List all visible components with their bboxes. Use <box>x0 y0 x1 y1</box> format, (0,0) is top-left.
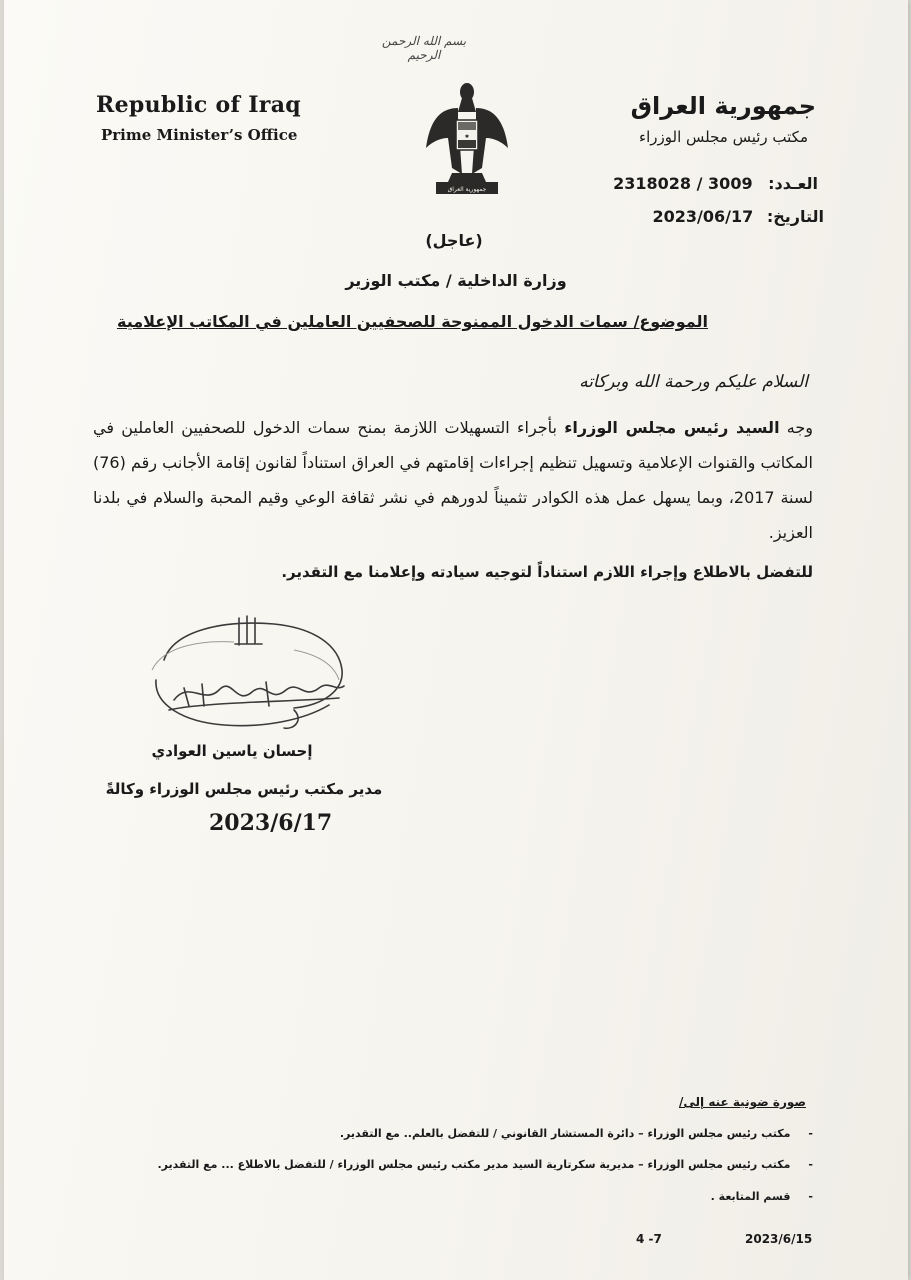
copies-heading: صورة ضونية عنه إلى/ <box>679 1095 806 1109</box>
letterhead-ar-subtitle: مكتب رئيس مجلس الوزراء <box>639 128 808 146</box>
footer-code: 4 -7 <box>636 1232 662 1246</box>
greeting: السلام عليكم ورحمة الله وبركاته <box>579 372 808 392</box>
date-label: التاريخ: <box>766 207 824 226</box>
iraq-eagle-emblem <box>422 78 512 198</box>
footer-date: 2023/6/15 <box>745 1232 813 1246</box>
handwritten-signature-stamp <box>144 610 354 750</box>
letter-page <box>4 0 908 1280</box>
copy-item: -مكتب رئيس مجلس الوزراء – دائرة المستشار القانوني / للتفضل بالعلم.. مع التقدير. <box>339 1127 813 1140</box>
letterhead-en-subtitle: Prime Minister’s Office <box>101 126 298 144</box>
closing-line: للتفضل بالاطلاع وإجراء اللازم استناداً لتوجيه سيادته وإعلامنا مع التقدير. <box>281 563 813 581</box>
basmala: بسم الله الرحمن الرحيم <box>381 34 467 62</box>
copy-item: -قسم المتابعة . <box>710 1190 813 1203</box>
signatory-name: إحسان ياسين العوادي <box>151 742 313 760</box>
signature-date: 2023/6/17 <box>209 810 333 836</box>
urgency-marker: (عاجل) <box>425 231 483 250</box>
copy-item: -مكتب رئيس مجلس الوزراء – مديرية سكرتارية السيد مدير مكتب رئيس مجلس الوزراء / للتفضل بالاطلاع ... مع التقدير. <box>157 1158 813 1171</box>
date-value: 2023/06/17 <box>652 207 754 226</box>
emblem-caption: جمهورية العراق <box>447 186 487 193</box>
subject-line: الموضوع/ سمات الدخول الممنوحة للصحفيين العاملين في المكاتب الإعلامية <box>116 312 708 331</box>
recipient: وزارة الداخلية / مكتب الوزير <box>345 271 567 290</box>
letter-date <box>652 207 824 226</box>
ref-value: 3009 / 2318028 <box>613 174 753 193</box>
reference-number <box>613 174 818 193</box>
ref-label: العـدد: <box>768 174 818 193</box>
letter-body: وجه السيد رئيس مجلس الوزراء بأجراء التسهيلات اللازمة بمنح سمات الدخول للصحفيين العاملين في المكاتب والقنوات الإعلامية وتسهيل تنظيم إجراءات إقامتهم في العراق استناداً لقانون إقامة الأجانب رقم (76) لسنة 2017، وبما يسهل عمل هذه الكوادر تثميناً لدورهم في نشر ثقافة الوعي وقيم المحبة والسلام في بلدنا العزيز. <box>93 418 814 542</box>
letterhead-en-title: Republic of Iraq <box>96 92 301 118</box>
svg-text:✱: ✱ <box>464 134 470 140</box>
body-highlight: السيد رئيس مجلس الوزراء <box>564 418 780 437</box>
letterhead-ar-title: جمهورية العراق <box>630 92 816 120</box>
signatory-title: مدير مكتب رئيس مجلس الوزراء وكالةً <box>105 780 383 798</box>
